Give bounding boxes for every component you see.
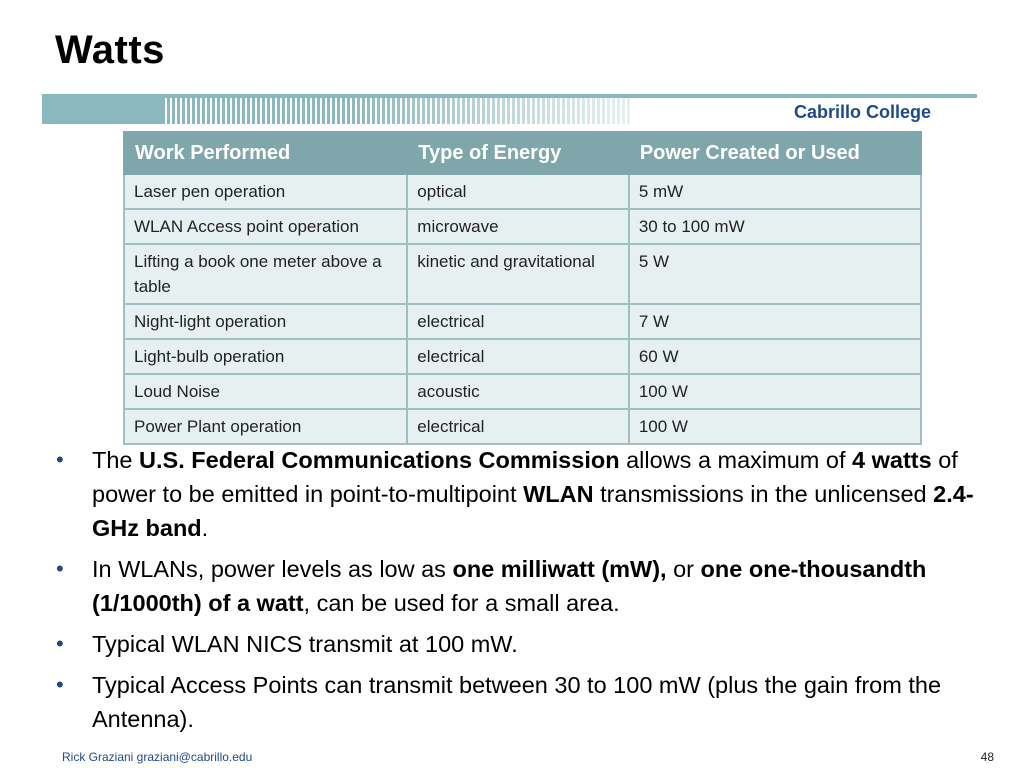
college-logo-text: Cabrillo College bbox=[793, 102, 931, 122]
band-stripes bbox=[162, 98, 632, 124]
cell-power: 100 W bbox=[629, 374, 921, 409]
cell-energy: optical bbox=[407, 174, 629, 209]
cell-work: Loud Noise bbox=[124, 374, 407, 409]
slide-title: Watts bbox=[55, 28, 165, 72]
cell-energy: electrical bbox=[407, 339, 629, 374]
bullet-text: Typical Access Points can transmit between 30 to 100 mW (plus the gain from the Antenna). bbox=[92, 672, 942, 732]
page-number: 48 bbox=[980, 750, 994, 764]
header-band bbox=[42, 94, 977, 124]
bullet-icon: • bbox=[56, 631, 64, 656]
cell-work: WLAN Access point operation bbox=[124, 209, 407, 244]
bullet-text: Typical WLAN NICS transmit at 100 mW. bbox=[92, 631, 518, 657]
bullet-item-fcc bbox=[56, 443, 986, 545]
bullet-bold-text: one milliwatt (mW), bbox=[452, 556, 667, 582]
bullet-icon: • bbox=[56, 672, 64, 697]
bullet-icon: • bbox=[56, 447, 64, 472]
cell-power: 5 W bbox=[629, 244, 921, 304]
bullet-list bbox=[56, 443, 986, 743]
bullet-item-nics bbox=[56, 627, 986, 661]
cell-power: 5 mW bbox=[629, 174, 921, 209]
cell-work: Night-light operation bbox=[124, 304, 407, 339]
bullet-text: transmissions in the unlicensed bbox=[593, 481, 934, 507]
cell-work: Lifting a book one meter above a table bbox=[124, 244, 407, 304]
header-work-performed: Work Performed bbox=[124, 132, 407, 174]
bullet-text: , can be used for a small area. bbox=[303, 590, 620, 616]
cell-energy: acoustic bbox=[407, 374, 629, 409]
cell-energy: electrical bbox=[407, 304, 629, 339]
bullet-icon: • bbox=[56, 556, 64, 581]
bullet-text: allows a maximum of bbox=[619, 447, 853, 473]
cell-power: 60 W bbox=[629, 339, 921, 374]
table-row bbox=[124, 174, 921, 209]
cell-energy: microwave bbox=[407, 209, 629, 244]
bullet-item-access-points bbox=[56, 668, 986, 736]
table-header-row bbox=[124, 132, 921, 174]
table-row bbox=[124, 209, 921, 244]
header-type-of-energy: Type of Energy bbox=[407, 132, 629, 174]
table-row bbox=[124, 409, 921, 444]
bullet-text: of power to be emitted in point-to-multipoint bbox=[92, 447, 958, 507]
bullet-text: In WLANs, power levels as low as bbox=[92, 556, 453, 582]
bullet-bold-text: 4 watts bbox=[852, 447, 932, 473]
power-table bbox=[123, 131, 922, 445]
cell-energy: kinetic and gravitational bbox=[407, 244, 629, 304]
bullet-bold-text: 2.4-GHz band bbox=[92, 481, 974, 541]
bullet-bold-text: WLAN bbox=[523, 481, 594, 507]
cell-work: Power Plant operation bbox=[124, 409, 407, 444]
cell-power: 100 W bbox=[629, 409, 921, 444]
bullet-text: . bbox=[201, 515, 209, 541]
bullet-bold-text: U.S. Federal Communications Commission bbox=[139, 447, 620, 473]
bullet-text: or bbox=[666, 556, 701, 582]
header-power: Power Created or Used bbox=[629, 132, 921, 174]
cell-power: 30 to 100 mW bbox=[629, 209, 921, 244]
bullet-bold-text: one one-thousandth (1/1000th) of a watt bbox=[92, 556, 927, 616]
band-solid-block bbox=[42, 94, 162, 124]
table-row bbox=[124, 339, 921, 374]
cell-work: Light-bulb operation bbox=[124, 339, 407, 374]
table-row bbox=[124, 304, 921, 339]
table-row bbox=[124, 374, 921, 409]
footer-author: Rick Graziani graziani@cabrillo.edu bbox=[62, 750, 253, 764]
bullet-item-milliwatt bbox=[56, 552, 986, 620]
cell-power: 7 W bbox=[629, 304, 921, 339]
bullet-text: The bbox=[92, 447, 140, 473]
cell-work: Laser pen operation bbox=[124, 174, 407, 209]
cell-energy: electrical bbox=[407, 409, 629, 444]
table-row bbox=[124, 244, 921, 304]
